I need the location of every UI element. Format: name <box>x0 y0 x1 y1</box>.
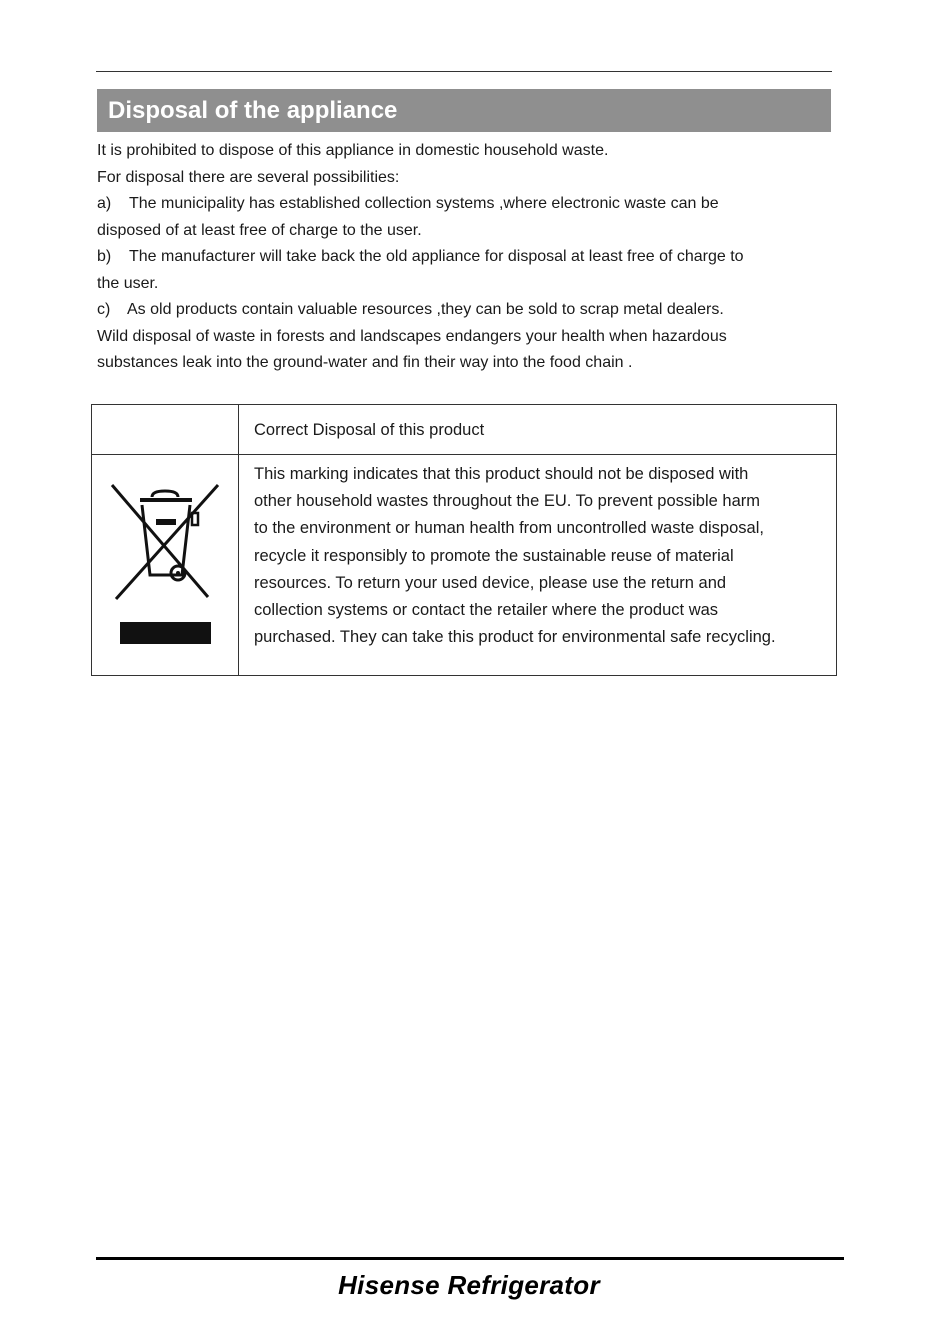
table-header-row <box>92 405 837 455</box>
intro-line: It is prohibited to dispose of this appliance in domestic household waste. <box>97 142 609 159</box>
table-header-empty-cell <box>92 405 239 455</box>
section-header <box>97 89 831 132</box>
description-line: collection systems or contact the retailer where the product was <box>254 601 719 620</box>
option-c-prefix: c) <box>97 301 111 318</box>
table-icon-cell <box>92 455 239 676</box>
option-b-prefix: b) <box>97 248 112 265</box>
brand-name: Hisense Refrigerator <box>338 1270 600 1300</box>
footer-brand <box>0 1270 932 1301</box>
weee-black-bar <box>120 622 211 644</box>
top-divider <box>96 71 832 72</box>
closing-line: substances leak into the ground-water and fin their way into the food chain . <box>97 354 633 371</box>
option-c <box>97 297 837 324</box>
intro-line: For disposal there are several possibilities: <box>97 168 400 186</box>
crossed-out-wheeled-bin-icon <box>108 483 222 603</box>
option-b-continued: the user. <box>97 274 159 292</box>
option-b-text: The manufacturer will take back the old appliance for disposal at least free of charge to <box>129 248 744 265</box>
table-header-text: Correct Disposal of this product <box>254 421 485 439</box>
option-a-text: The municipality has established collection systems ,where electronic waste can be <box>129 195 719 212</box>
section-title: Disposal of the appliance <box>108 97 398 124</box>
description-line: resources. To return your used device, please use the return and <box>254 573 727 592</box>
disposal-marking-description <box>239 455 836 651</box>
weee-disposal-table <box>91 404 837 676</box>
option-a-continued: disposed of at least free of charge to the user. <box>97 221 422 239</box>
option-c-text: As old products contain valuable resources ,they can be sold to scrap metal dealers. <box>127 301 724 318</box>
option-a <box>97 191 837 218</box>
description-line: This marking indicates that this product should not be disposed with <box>254 465 749 483</box>
option-b <box>97 244 837 271</box>
option-a-prefix: a) <box>97 195 112 212</box>
footer-divider <box>96 1257 844 1260</box>
table-content-cell <box>239 455 837 676</box>
description-line: other household wastes throughout the EU. To prevent possible harm <box>254 492 761 511</box>
description-line: purchased. They can take this product for environmental safe recycling. <box>254 628 776 647</box>
weee-symbol <box>92 455 238 675</box>
closing-line: Wild disposal of waste in forests and landscapes endangers your health when hazardous <box>97 327 727 345</box>
description-line: recycle it responsibly to promote the sustainable reuse of material <box>254 546 734 565</box>
table-header-cell <box>239 405 837 455</box>
description-line: to the environment or human health from uncontrolled waste disposal, <box>254 519 764 538</box>
disposal-instructions <box>97 138 837 377</box>
table-content-row <box>92 455 837 676</box>
